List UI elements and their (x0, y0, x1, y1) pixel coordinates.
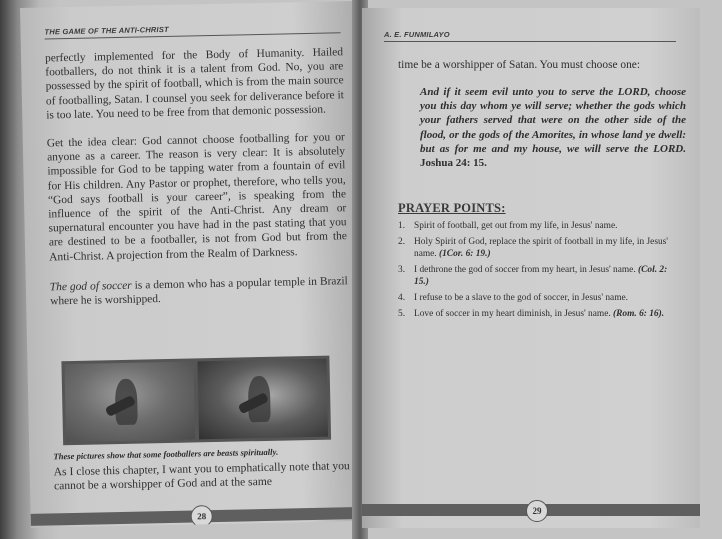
left-page-number: 28 (190, 505, 212, 527)
prayer-point: 2. Holy Spirit of God, replace the spirit of football in my life, in Jesus' name. (1Cor. 6: 19.) (398, 236, 668, 260)
prayer-points-heading: PRAYER POINTS: (398, 201, 506, 215)
closing-text: As I close this chapter, I want you to emphatically note that you cannot be a worshipper of God and at the same (53, 459, 350, 493)
footballer-photos (61, 356, 331, 446)
right-page (362, 8, 700, 528)
left-page (20, 1, 371, 528)
left-body (45, 45, 349, 317)
prayer-point: 5. Love of soccer in my heart diminish, in Jesus' name. (Rom. 6: 16). (398, 308, 665, 319)
soccer-paragraph (50, 274, 349, 309)
scripture-reference: Joshua 24: 15. (420, 157, 487, 170)
right-header-rule (384, 41, 676, 42)
photo-caption: These pictures show that some footballers are beasts spiritually. (53, 446, 279, 462)
left-running-head: THE GAME OF THE ANTI-CHRIST (44, 24, 169, 37)
scripture-text: And if it seem evil unto you to serve the LORD, choose you this day whom ye will serve; whether the gods which your fathers served that were on the other side of the flood, or the gods of the Amorites, in whose land ye dwell: but as for me and my house, we will serve the LORD. (420, 86, 686, 155)
prayer-points-list (398, 220, 682, 323)
prayer-point: 1. Spirit of football, get out from my life, in Jesus' name. (398, 221, 618, 231)
right-opening: time be a worshipper of Satan. You must choose one: (398, 59, 641, 71)
prayer-point: 3. I dethrone the god of soccer from my heart, in Jesus' name. (Col. 2: 15.) (398, 264, 668, 288)
scripture-quote (420, 85, 686, 170)
right-running-head: A. E. FUNMILAYO (384, 30, 450, 39)
left-paragraph-1: perfectly implemented for the Body of Humanity. Hailed footballers, do not think it is a talent from God. No, you are possessed by the spirit of football, which is from the main source of footballing, Satan. I counsel you seek for deliverance before it is too late. You need to be free from that demonic possession. (44, 46, 345, 122)
soccer-paragraph-rest: is a demon who has a popular temple in Brazil where he is worshipped. (50, 275, 348, 308)
photo-footballer-left (64, 361, 195, 442)
prayer-point: 4. I refuse to be a slave to the god of soccer, in Jesus' name. (398, 292, 629, 303)
photo-footballer-right (197, 359, 328, 440)
soccer-paragraph-italic: The god of soccer (49, 279, 132, 294)
left-paragraph-2: Get the idea clear: God cannot choose footballing for you or anyone as a career. The reason is very clear: It is absolutely impossible for God to be tapping water from a fountain of evil for His children. Any Pastor or prophet, therefore, who tells you, “God says football is your career”, is speaking from the influence of the spirit of the Anti-Christ. Any dream or supernatural encounter you have had in the past stating that you are destined to be a footballer, is not from God but from the Anti-Christ. A projection from the Realm of Darkness. (46, 131, 347, 264)
right-page-number: 29 (526, 500, 548, 522)
